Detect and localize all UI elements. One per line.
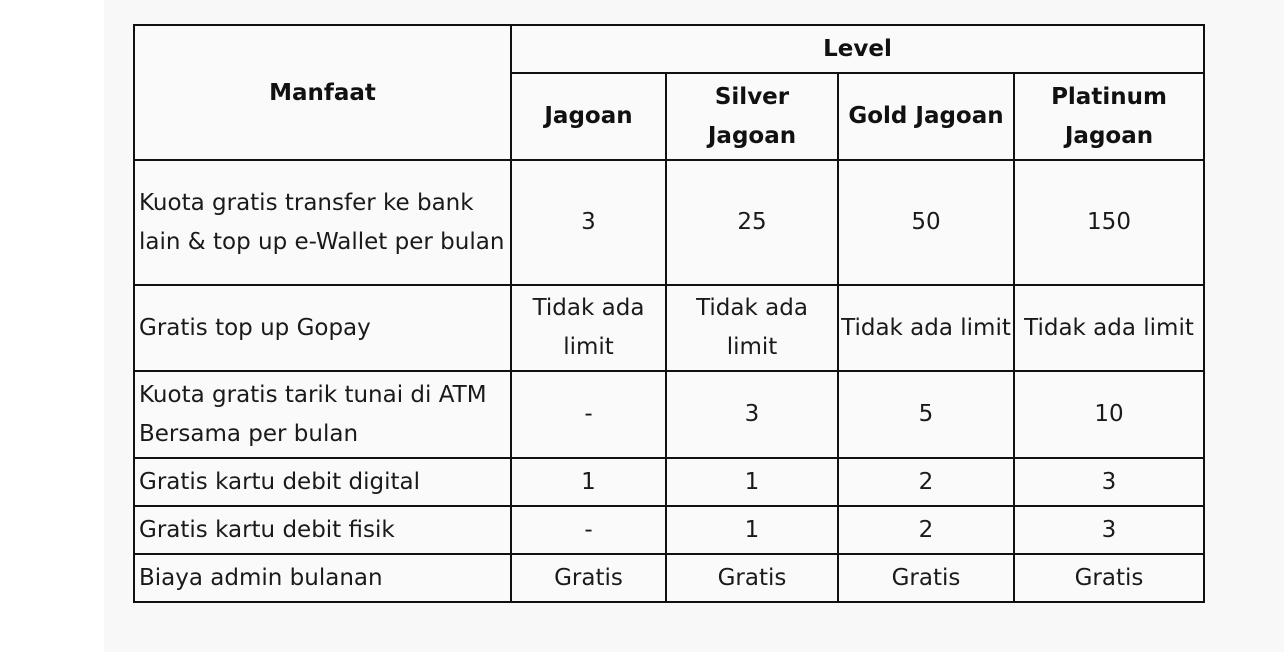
cell-jagoan: -: [511, 371, 666, 458]
header-manfaat: Manfaat: [134, 25, 511, 160]
cell-jagoan: Gratis: [511, 554, 666, 602]
header-tier-gold: Gold Jagoan: [838, 73, 1014, 160]
cell-silver: 25: [666, 160, 838, 285]
cell-jagoan: Tidak ada limit: [511, 285, 666, 371]
table-row: [134, 554, 1204, 602]
cell-platinum: 10: [1014, 371, 1204, 458]
cell-platinum: 3: [1014, 506, 1204, 554]
row-label: Biaya admin bulanan: [134, 554, 511, 602]
cell-platinum: Gratis: [1014, 554, 1204, 602]
cell-silver: 3: [666, 371, 838, 458]
cell-platinum: 150: [1014, 160, 1204, 285]
table-row: [134, 160, 1204, 285]
cell-gold: Tidak ada limit: [838, 285, 1014, 371]
row-label: Gratis kartu debit fisik: [134, 506, 511, 554]
cell-platinum: 3: [1014, 458, 1204, 506]
table-row: [134, 458, 1204, 506]
cell-silver: Gratis: [666, 554, 838, 602]
cell-gold: 5: [838, 371, 1014, 458]
cell-jagoan: -: [511, 506, 666, 554]
row-label: Kuota gratis tarik tunai di ATM Bersama per bulan: [134, 371, 511, 458]
cell-silver: 1: [666, 458, 838, 506]
row-label: Gratis kartu debit digital: [134, 458, 511, 506]
cell-silver: 1: [666, 506, 838, 554]
row-label: Gratis top up Gopay: [134, 285, 511, 371]
cell-gold: 2: [838, 506, 1014, 554]
benefits-table: [133, 24, 1205, 603]
table-row: [134, 506, 1204, 554]
header-tier-silver: Silver Jagoan: [666, 73, 838, 160]
cell-gold: 50: [838, 160, 1014, 285]
table-row: [134, 371, 1204, 458]
header-tier-platinum: Platinum Jagoan: [1014, 73, 1204, 160]
row-label: Kuota gratis transfer ke bank lain & top up e-Wallet per bulan: [134, 160, 511, 285]
cell-platinum: Tidak ada limit: [1014, 285, 1204, 371]
cell-jagoan: 1: [511, 458, 666, 506]
header-row-level: [134, 25, 1204, 73]
cell-silver: Tidak ada limit: [666, 285, 838, 371]
header-level: Level: [511, 25, 1204, 73]
header-tier-jagoan: Jagoan: [511, 73, 666, 160]
cell-gold: Gratis: [838, 554, 1014, 602]
table-row: [134, 285, 1204, 371]
cell-gold: 2: [838, 458, 1014, 506]
cell-jagoan: 3: [511, 160, 666, 285]
